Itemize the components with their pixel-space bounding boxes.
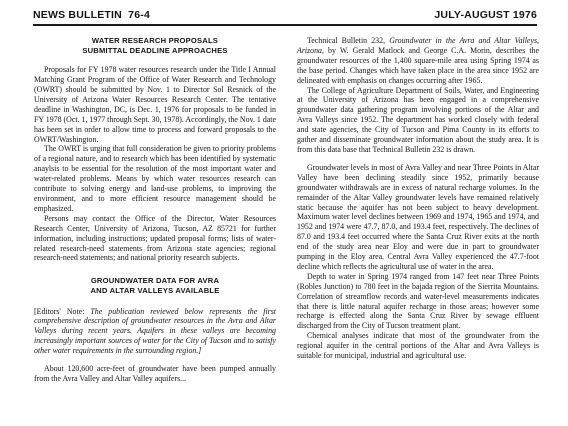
heading-line: AND ALTAR VALLEYS AVAILABLE	[90, 285, 220, 295]
paragraph: The OWRT is urging that full consideration be given to priority problems of a regional nature, and to research which has been identified by systematic anaylsis to be essential for the resolution of the most important water and water-related problems. Means by which water resources research can contribute to solving energy and land-use problems, to improving the environment, and to more efficient resource management should be emphasized.	[34, 144, 276, 213]
paragraph: Depth to water in Spring 1974 ranged from 147 feet near Three Points (Robles Junction) to 780 feet in the bajada region of the Sierrita Mountains. Correlation of streamflow records and water-level measurements indicates that there is little natural aquifer recharge in those areas; however some recharge is effected along the Santa Cruz River by sewage effluent discharged from the City of Tucson treatment plant.	[297, 271, 539, 331]
heading-line: SUBMITTAL DEADLINE APPROACHES	[82, 45, 228, 55]
bulletin-title: Groundwater in the Avra and Altar Valleys, Arizona,	[297, 36, 539, 55]
heading-line: WATER RESEARCH PROPOSALS	[91, 36, 219, 45]
paragraph: The College of Agriculture Department of Soils, Water, and Engineering at the University of Arizona has been engaged in a comprehensive groundwater data gathering program involving portions of the Altar and Avra Valleys since 1952. The department has worked closely with federal and state agencies, the City of Tucson and Pima County in its efforts to gather and disseminate groundwater information about the study area. It is from this data base that Technical Bulletin 232 is drawn.	[297, 85, 539, 154]
paragraph: Persons may contact the Office of the Director, Water Resources Research Center, University of Arizona, Tucson, AZ 85721 for further information, including instructions; updated proposal forms; lists of water-related research-need statements from Arizona state agencies; regional research-need statements; and national priority research subjects.	[34, 213, 276, 263]
editors-note-lead: [Editors' Note:	[34, 306, 85, 316]
editors-note-body: The publication reviewed below represents the first comprehensive description of groundwater resources in the Avra and Altar Valleys during recent years. Aquifers in these valleys are becoming increasingly important sources of water for the City of Tucson and to satisfy other water requirements in the surrounding region.]	[34, 306, 276, 356]
article-heading-water-research	[34, 36, 276, 55]
paragraph: Groundwater levels in most of Avra Valley and near Three Points in Altar Valley have been declining steadily since 1952, primarily because groundwater withdrawals are in excess of natural recharge volumes. In the remainder of the Altar Valley groundwater levels have remained relatively static because the aquifer has not been subject to heavy development. Maximum water level declines between 1969 and 1974, 1965 and 1974, and 1952 and 1974 were 47.7, 87.0, and 193.4 feet, respectively. The declines of 87.0 and 193.4 feet occurred where the Santa Cruz River exits at the north end of the study area near Eloy and were due in part to groundwater pumping in the Eloy area. Central Avra Valley experienced the 47.7-foot decline which reflects the agricultural use of water in the area.	[297, 162, 539, 271]
text-run: by W. Gerald Matlock and George C.A. Morin, describes the groundwater resources of the 1,400 square-mile area using Spring 1974 as the base period. Changes which have taken place in the area since 1952 are delineated with emphasis on changes occurring after 1965.	[297, 45, 539, 85]
heading-line: GROUNDWATER DATA FOR AVRA	[90, 276, 220, 286]
paragraph: Chemical analyses indicate that most of the groundwater from the regional aquifer in the central portions of the Altar and Avra Valleys is suitable for municipal, industrial and agricultural use.	[297, 331, 539, 361]
left-column	[34, 36, 276, 384]
header-rule	[33, 24, 537, 26]
editors-note	[34, 307, 276, 357]
text-run: Technical Bulletin 232,	[307, 36, 390, 45]
paragraph	[297, 36, 539, 86]
publication-title: NEWS BULLETIN 76-4	[33, 9, 150, 21]
article-heading-groundwater	[34, 276, 276, 295]
right-column	[297, 36, 539, 361]
page-header	[33, 9, 537, 23]
publication-date: JULY-AUGUST 1976	[434, 9, 537, 21]
paragraph: About 120,600 acre-feet of groundwater have been pumped annually from the Avra Valley and Altar Valley aquifers...	[34, 364, 276, 383]
paragraph: Proposals for FY 1978 water resources research under the Title I Annual Matching Grant Program of the Office of Water Research and Technology (OWRT) should be submitted by Nov. 1 to Director Sol Resnick of the University of Arizona Water Resources Research Center. The tentative deadline in Washington, DC, is Dec. 1, 1976 for proposals to be funded in FY 1978 (Oct. 1, 1977 through Sept. 30, 1978). Accordingly, the Nov. 1 date has been set in order to allow time to process and forward proposals to the OWRT/Washington.	[34, 65, 276, 144]
